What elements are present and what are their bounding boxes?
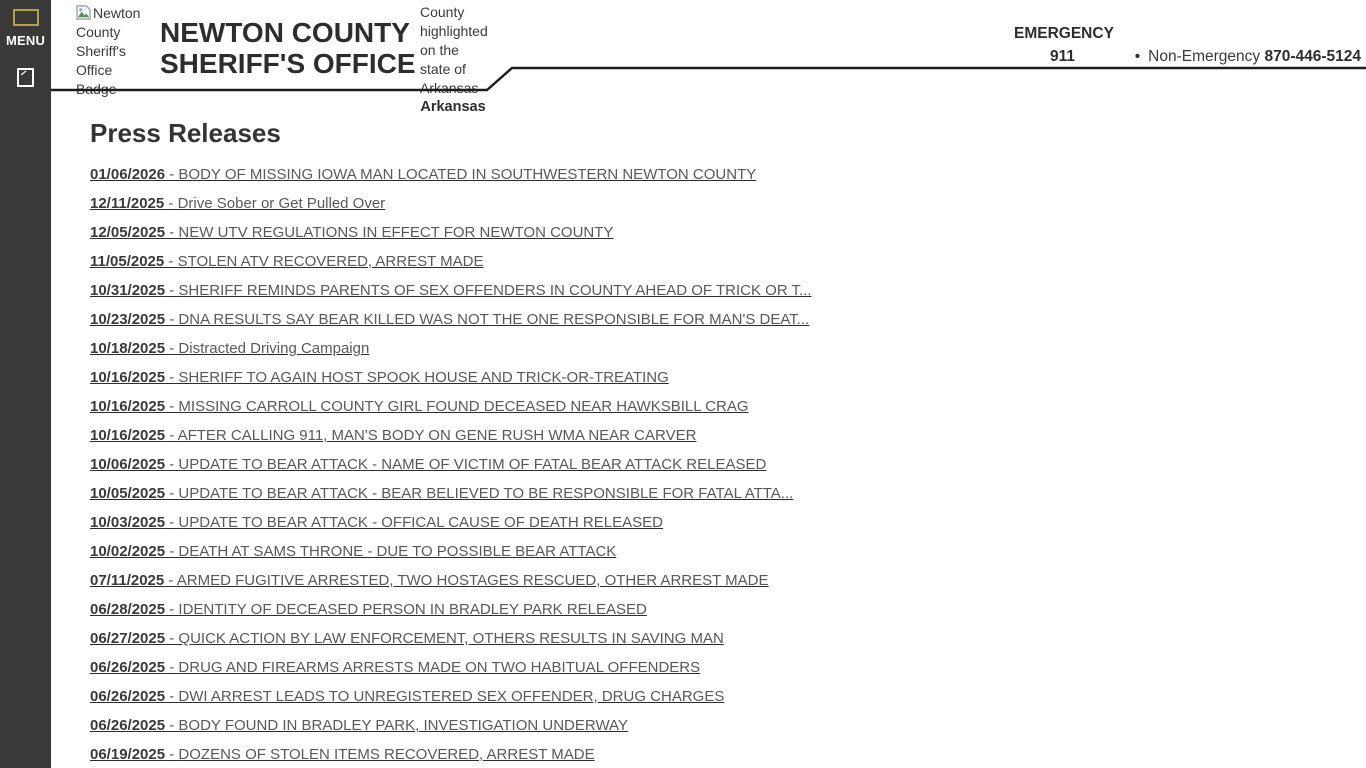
non-emergency-phone: 870-446-5124 — [1264, 48, 1361, 65]
press-release-link[interactable] — [90, 166, 756, 183]
sidebar — [0, 0, 51, 768]
press-release-link[interactable] — [90, 543, 616, 560]
press-release-link[interactable] — [90, 340, 369, 357]
press-release-title: IDENTITY OF DECEASED PERSON IN BRADLEY PARK RELEASED — [178, 601, 647, 618]
press-release-item — [90, 334, 812, 363]
press-release-separator: - — [164, 195, 178, 212]
press-release-item — [90, 479, 812, 508]
press-release-item — [90, 508, 812, 537]
press-release-title: DRUG AND FIREARMS ARRESTS MADE ON TWO HABITUAL OFFENDERS — [178, 659, 701, 676]
press-release-link[interactable] — [90, 253, 484, 270]
press-release-link[interactable] — [90, 746, 595, 763]
press-release-link[interactable] — [90, 311, 809, 328]
press-release-link[interactable] — [90, 630, 724, 647]
broken-image-icon — [76, 5, 91, 20]
press-release-item — [90, 653, 812, 682]
press-release-date: 10/06/2025 — [90, 456, 166, 473]
county-map-alt-text: County highlighted on the state of Arkansas — [420, 4, 488, 96]
press-release-link[interactable] — [90, 514, 663, 531]
press-release-title: ARMED FUGITIVE ARRESTED, TWO HOSTAGES RESCUED, OTHER ARREST MADE — [176, 572, 769, 589]
press-release-separator: - — [164, 572, 177, 589]
press-release-separator: - — [165, 717, 179, 734]
press-release-separator: - — [165, 601, 179, 618]
sheriff-badge-image — [76, 4, 148, 99]
press-release-title: NEW UTV REGULATIONS IN EFFECT FOR NEWTON COUNTY — [178, 224, 614, 241]
press-release-link[interactable] — [90, 572, 769, 589]
non-emergency-block — [1135, 45, 1361, 68]
press-release-separator: - — [165, 282, 179, 299]
press-release-separator: - — [165, 369, 179, 386]
site-title-line2: SHERIFF'S OFFICE — [160, 48, 416, 79]
press-release-link[interactable] — [90, 688, 724, 705]
press-release-link[interactable] — [90, 456, 766, 473]
press-release-date: 10/31/2025 — [90, 282, 166, 299]
press-release-date: 10/16/2025 — [90, 398, 166, 415]
map-caption: Arkansas — [420, 99, 486, 115]
press-release-separator: - — [165, 746, 179, 763]
menu-button[interactable] — [0, 0, 51, 48]
press-release-date: 12/05/2025 — [90, 224, 166, 241]
press-release-title: DOZENS OF STOLEN ITEMS RECOVERED, ARREST MADE — [178, 746, 595, 763]
press-release-separator: - — [165, 224, 179, 241]
press-release-item — [90, 421, 812, 450]
press-release-title: AFTER CALLING 911, MAN'S BODY ON GENE RUSH WMA NEAR CARVER — [177, 427, 697, 444]
press-release-date: 10/16/2025 — [90, 369, 166, 386]
press-release-title: UPDATE TO BEAR ATTACK - NAME OF VICTIM OF FATAL BEAR ATTACK RELEASED — [178, 456, 767, 473]
emergency-block — [1014, 22, 1114, 68]
press-release-date: 10/18/2025 — [90, 340, 166, 357]
press-release-date: 10/16/2025 — [90, 427, 166, 444]
press-release-title: QUICK ACTION BY LAW ENFORCEMENT, OTHERS RESULTS IN SAVING MAN — [178, 630, 724, 647]
press-release-item — [90, 218, 812, 247]
press-release-separator: - — [165, 398, 179, 415]
page-title: Press Releases — [90, 118, 281, 148]
press-release-item — [90, 624, 812, 653]
press-release-title: DWI ARREST LEADS TO UNREGISTERED SEX OFFENDER, DRUG CHARGES — [178, 688, 725, 705]
press-release-date: 06/26/2025 — [90, 717, 166, 734]
press-release-link[interactable] — [90, 282, 812, 299]
press-release-separator: - — [165, 166, 179, 183]
press-release-title: UPDATE TO BEAR ATTACK - BEAR BELIEVED TO BE RESPONSIBLE FOR FATAL ATTA... — [178, 485, 794, 502]
press-release-item — [90, 711, 812, 740]
press-release-item — [90, 305, 812, 334]
press-release-link[interactable] — [90, 485, 793, 502]
site-title-line1: NEWTON COUNTY — [160, 17, 410, 48]
emergency-number: 911 — [1049, 48, 1075, 65]
press-release-link[interactable] — [90, 427, 696, 444]
press-release-date: 06/26/2025 — [90, 659, 166, 676]
press-release-title: DEATH AT SAMS THRONE - DUE TO POSSIBLE BEAR ATTACK — [178, 543, 617, 560]
press-release-item — [90, 450, 812, 479]
press-release-title: SHERIFF REMINDS PARENTS OF SEX OFFENDERS IN COUNTY AHEAD OF TRICK OR T... — [178, 282, 812, 299]
press-release-title: BODY OF MISSING IOWA MAN LOCATED IN SOUTHWESTERN NEWTON COUNTY — [178, 166, 757, 183]
press-release-link[interactable] — [90, 369, 669, 386]
press-release-date: 06/28/2025 — [90, 601, 166, 618]
press-release-item — [90, 276, 812, 305]
press-release-date: 07/11/2025 — [90, 572, 165, 589]
press-release-date: 06/26/2025 — [90, 688, 166, 705]
press-release-title: Distracted Driving Campaign — [178, 340, 370, 357]
press-release-item — [90, 537, 812, 566]
press-release-separator: - — [165, 485, 179, 502]
press-release-date: 10/02/2025 — [90, 543, 166, 560]
press-release-title: STOLEN ATV RECOVERED, ARREST MADE — [177, 253, 484, 270]
press-release-link[interactable] — [90, 659, 700, 676]
press-release-link[interactable] — [90, 224, 613, 241]
sheriff-badge-alt-text: Newton County Sheriff's Office Badge — [76, 5, 141, 97]
press-release-date: 10/03/2025 — [90, 514, 166, 531]
press-release-item — [90, 682, 812, 711]
press-release-title: MISSING CARROLL COUNTY GIRL FOUND DECEASED NEAR HAWKSBILL CRAG — [178, 398, 749, 415]
press-release-link[interactable] — [90, 195, 385, 212]
press-release-item — [90, 566, 812, 595]
press-release-date: 11/05/2025 — [90, 253, 165, 270]
press-release-date: 10/05/2025 — [90, 485, 166, 502]
press-release-date: 12/11/2025 — [90, 195, 165, 212]
press-release-separator: - — [165, 688, 179, 705]
site-title — [160, 17, 416, 79]
press-release-date: 06/27/2025 — [90, 630, 166, 647]
press-release-link[interactable] — [90, 601, 647, 618]
press-release-title: DNA RESULTS SAY BEAR KILLED WAS NOT THE ONE RESPONSIBLE FOR MAN'S DEAT... — [178, 311, 810, 328]
broken-image-icon[interactable] — [17, 68, 34, 87]
press-release-separator: - — [165, 311, 179, 328]
press-release-date: 06/19/2025 — [90, 746, 166, 763]
press-release-separator: - — [165, 514, 179, 531]
press-release-item — [90, 363, 812, 392]
press-release-title: SHERIFF TO AGAIN HOST SPOOK HOUSE AND TRICK-OR-TREATING — [178, 369, 669, 386]
press-release-title: BODY FOUND IN BRADLEY PARK, INVESTIGATION UNDERWAY — [178, 717, 628, 734]
press-release-date: 01/06/2026 — [90, 166, 166, 183]
press-release-item — [90, 160, 812, 189]
press-release-item — [90, 740, 812, 768]
press-release-separator: - — [165, 659, 179, 676]
press-release-link[interactable] — [90, 717, 628, 734]
non-emergency-label: Non-Emergency — [1148, 48, 1265, 65]
press-release-item — [90, 189, 812, 218]
press-release-separator: - — [165, 630, 179, 647]
county-map-image — [420, 3, 490, 98]
emergency-label: EMERGENCY — [1014, 25, 1114, 42]
menu-label: MENU — [5, 33, 46, 48]
press-release-item — [90, 595, 812, 624]
press-release-separator: - — [165, 427, 178, 444]
press-release-title: Drive Sober or Get Pulled Over — [177, 195, 386, 212]
press-release-separator: - — [165, 340, 179, 357]
bullet-icon: • — [1134, 48, 1141, 65]
press-release-link[interactable] — [90, 398, 749, 415]
press-release-separator: - — [165, 456, 179, 473]
press-release-title: UPDATE TO BEAR ATTACK - OFFICAL CAUSE OF DEATH RELEASED — [178, 514, 663, 531]
press-release-separator: - — [165, 543, 179, 560]
press-release-item — [90, 247, 812, 276]
press-release-date: 10/23/2025 — [90, 311, 166, 328]
menu-broken-image-icon — [13, 9, 39, 26]
press-release-item — [90, 392, 812, 421]
press-release-separator: - — [164, 253, 178, 270]
press-release-list — [90, 160, 812, 768]
